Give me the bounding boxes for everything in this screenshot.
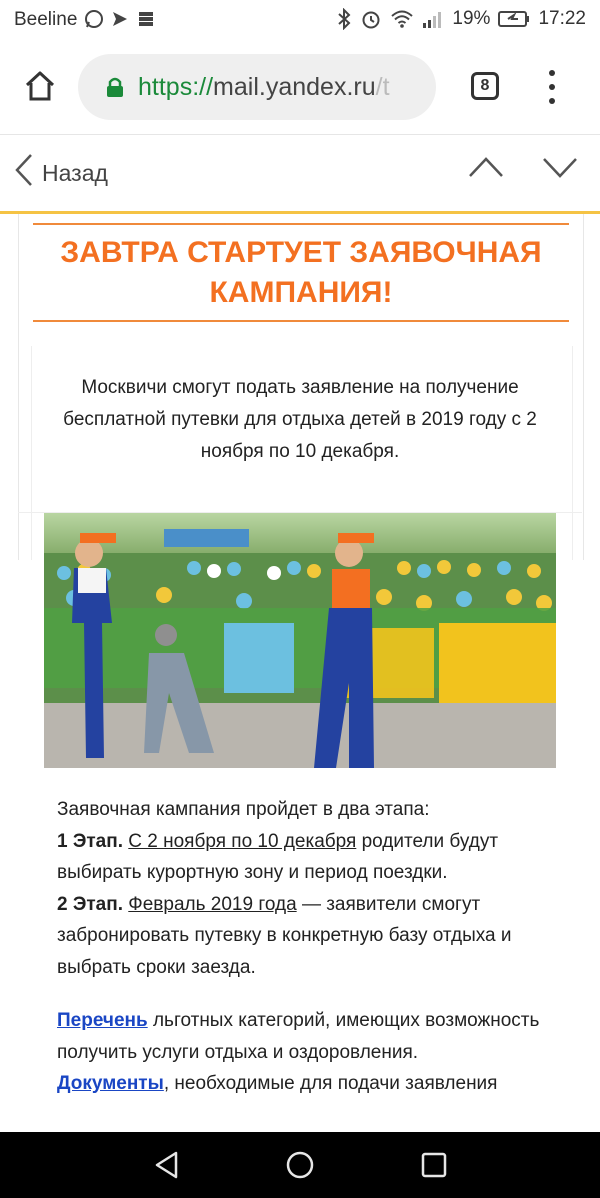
- carrier-name: Beeline: [14, 9, 78, 30]
- documents-link[interactable]: Документы: [57, 1073, 164, 1094]
- stage-1-paragraph: [57, 826, 557, 889]
- battery-percent: 19%: [452, 8, 491, 29]
- back-button[interactable]: [14, 153, 108, 193]
- documents-paragraph: [57, 1068, 557, 1100]
- wifi-icon: [390, 9, 414, 29]
- home-circle-icon[interactable]: [285, 1150, 315, 1185]
- back-label: Назад: [42, 159, 108, 186]
- status-bar: [0, 0, 600, 40]
- documents-text: , необходимые для подачи заявления: [163, 1073, 498, 1094]
- categories-link[interactable]: Перечень: [57, 1010, 148, 1031]
- lead-paragraph: Москвичи смогут подать заявление на получение бесплатной путевки для отдыха детей в 2019 году с 2 ноября по 10 декабря.: [63, 377, 537, 462]
- email-headline: ЗАВТРА СТАРТУЕТ ЗАЯВОЧНАЯ КАМПАНИЯ!: [60, 236, 542, 309]
- stage-1-label: 1 Этап.: [57, 830, 123, 852]
- alarm-icon: [360, 8, 382, 30]
- stages-intro: Заявочная кампания пройдет в два этапа:: [57, 799, 430, 820]
- recents-square-icon[interactable]: [420, 1150, 448, 1185]
- url-path: /t: [375, 72, 390, 101]
- signal-icon: [422, 9, 444, 29]
- stage-2-dates: Февраль 2019 года: [128, 893, 297, 915]
- overflow-menu-icon[interactable]: [544, 70, 560, 104]
- back-triangle-icon[interactable]: [152, 1150, 182, 1185]
- next-message-chevron-down-icon[interactable]: [542, 155, 578, 184]
- stage-2-text: — заявители смогут забронировать путевку в конкретную базу отдыха и выбрать сроки заезда.: [57, 893, 512, 978]
- categories-text: льготных категорий, имеющих возможность получить услуги отдыха и оздоровления.: [57, 1010, 540, 1063]
- event-photo: [44, 513, 556, 768]
- address-bar[interactable]: [78, 54, 436, 120]
- chevron-left-icon: [14, 153, 42, 193]
- bluetooth-icon: [336, 8, 352, 30]
- whatsapp-icon: [84, 9, 104, 29]
- tab-count: 8: [480, 77, 490, 94]
- system-navigation-bar: [0, 1132, 600, 1198]
- previous-message-chevron-up-icon[interactable]: [468, 155, 504, 184]
- battery-icon: [498, 10, 530, 28]
- email-body: [0, 214, 600, 1132]
- clock: 17:22: [538, 8, 586, 29]
- url-host: mail.yandex.ru: [213, 72, 376, 101]
- url-text: [138, 73, 390, 102]
- url-scheme: https://: [138, 72, 214, 101]
- tab-switcher-button[interactable]: [471, 72, 499, 100]
- mail-navigation-bar: [0, 135, 600, 211]
- headline-frame: [33, 223, 569, 322]
- lock-icon: [106, 76, 124, 98]
- browser-toolbar: [0, 40, 600, 135]
- send-icon: [110, 9, 130, 29]
- stage-2-paragraph: [57, 889, 557, 984]
- email-text: [57, 794, 557, 1100]
- home-icon[interactable]: [22, 68, 58, 104]
- storage-icon: [136, 9, 156, 29]
- stage-1-text: родители будут выбирать курортную зону и период поездки.: [57, 830, 499, 883]
- stage-2-label: 2 Этап.: [57, 893, 123, 915]
- categories-paragraph: [57, 1005, 557, 1068]
- stage-1-dates: С 2 ноября по 10 декабря: [128, 830, 357, 852]
